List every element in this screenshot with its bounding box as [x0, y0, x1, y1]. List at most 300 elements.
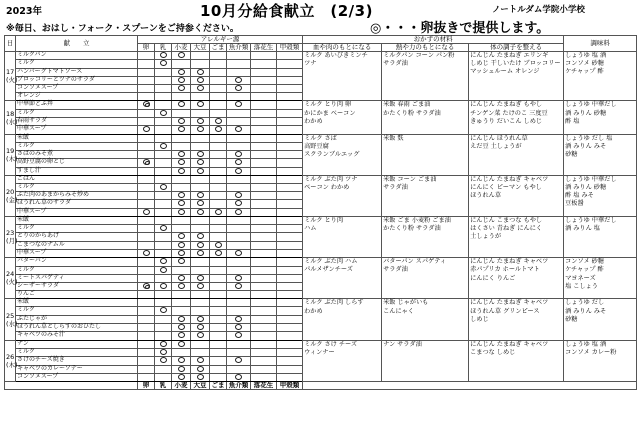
allergen-cell [155, 217, 172, 225]
allergen-cell [155, 134, 172, 142]
allergen-mark-icon [197, 77, 204, 83]
allergen-cell [172, 299, 191, 307]
allergen-cell [251, 200, 277, 208]
menu-item: キャベツのみそ汁 [16, 332, 138, 340]
menu-item: 中華スープ [16, 126, 138, 134]
allergen-cell [138, 283, 155, 291]
allergen-cell [155, 200, 172, 208]
allergen-cell [191, 266, 210, 274]
allergen-cell [251, 85, 277, 93]
allergen-cell [277, 101, 303, 109]
allergen-footer: 魚介類 [227, 382, 251, 390]
allergen-cell [138, 241, 155, 249]
seasoning-cell: しょうゆ 中華だし 酒 みりん 砂糖 酢 塩 [564, 101, 637, 134]
allergen-cell [210, 291, 227, 299]
allergen-mark-icon [235, 168, 242, 174]
menu-item: コンソメスープ [16, 85, 138, 93]
allergen-cell [251, 118, 277, 126]
allergen-cell [251, 192, 277, 200]
allergen-cell [277, 357, 303, 365]
allergen-cell [155, 291, 172, 299]
allergen-mark-icon [178, 316, 185, 322]
allergen-header: ごま [211, 43, 225, 52]
allergen-mark-icon [178, 126, 185, 132]
allergen-cell [138, 142, 155, 150]
allergen-cell [277, 85, 303, 93]
allergen-mark-icon [160, 52, 167, 58]
allergen-cell [210, 159, 227, 167]
allergen-cell [191, 283, 210, 291]
condition-cell: にんじん こまつな もやし はくさい 青ねぎ にんにく 土しょうが [469, 217, 564, 258]
table-row [5, 134, 637, 142]
heat-cell: 米飯 ごま 小麦粉 ごま油 かたくり粉 サラダ油 [382, 217, 469, 258]
allergen-cell [191, 68, 210, 76]
blood-cell: ミルク ぶた肉 しらす わかめ [303, 299, 382, 340]
allergen-cell [277, 283, 303, 291]
allergen-cell [172, 192, 191, 200]
allergen-cell [191, 192, 210, 200]
allergen-cell [172, 76, 191, 84]
allergen-cell [277, 233, 303, 241]
allergen-cell [251, 307, 277, 315]
allergen-cell [138, 348, 155, 356]
allergen-mark-icon [178, 357, 185, 363]
allergen-mark-icon [235, 250, 242, 256]
allergen-cell [210, 258, 227, 266]
allergen-cell [191, 315, 210, 323]
allergen-cell [210, 324, 227, 332]
table-row [5, 217, 637, 225]
allergen-mark-icon [235, 316, 242, 322]
allergen-cell [138, 101, 155, 109]
allergen-mark-icon [160, 110, 167, 116]
allergen-cell [210, 118, 227, 126]
allergen-cell [210, 357, 227, 365]
allergen-footer: 落花生 [251, 382, 277, 390]
allergen-cell [251, 109, 277, 117]
allergen-cell [191, 225, 210, 233]
allergen-cell [138, 183, 155, 191]
allergen-cell [172, 315, 191, 323]
allergen-mark-icon [178, 250, 185, 256]
allergen-cell [155, 324, 172, 332]
seasoning-cell: しょうゆ 中華だし 酒 みりん 塩 [564, 217, 637, 258]
menu-item: 米飯 [16, 134, 138, 142]
allergen-cell [155, 241, 172, 249]
allergen-cell [155, 249, 172, 257]
allergen-mark-icon [235, 275, 242, 281]
allergen-footer: 甲殻類 [277, 382, 303, 390]
menu-item: ミルク [16, 109, 138, 117]
ingredients-group-header: おかずの材料 [303, 36, 564, 44]
allergen-mark-icon [197, 126, 204, 132]
allergen-mark-icon [178, 77, 185, 83]
allergen-cell [172, 126, 191, 134]
allergen-cell [210, 348, 227, 356]
allergen-cell [227, 340, 251, 348]
allergen-cell [155, 118, 172, 126]
allergen-mark-icon [178, 192, 185, 198]
heat-cell: ナン サラダ油 [382, 340, 469, 381]
menu-body [5, 52, 637, 382]
allergen-cell [277, 142, 303, 150]
allergen-cell [172, 332, 191, 340]
allergen-mark-icon [178, 341, 185, 347]
allergen-cell [191, 85, 210, 93]
allergen-cell [191, 126, 210, 134]
menu-item: オレンジ [16, 93, 138, 101]
allergen-cell [251, 283, 277, 291]
allergen-mark-icon [235, 101, 242, 107]
menu-item: ミルクパン [16, 52, 138, 60]
allergen-cell [227, 315, 251, 323]
menu-item: ミルク [16, 142, 138, 150]
allergen-cell [251, 142, 277, 150]
allergen-mark-icon [178, 332, 185, 338]
allergen-cell [191, 332, 210, 340]
blood-cell: ミルク あいびきミンチ ツナ [303, 52, 382, 101]
allergen-cell [155, 192, 172, 200]
allergen-footer: 卵 [138, 382, 155, 390]
allergen-cell [277, 192, 303, 200]
allergen-cell [210, 365, 227, 373]
allergen-cell [227, 167, 251, 175]
allergen-cell [172, 258, 191, 266]
allergen-cell [277, 241, 303, 249]
allergen-mark-icon [235, 357, 242, 363]
allergen-mark-icon [235, 85, 242, 91]
allergen-cell [227, 217, 251, 225]
allergen-cell [138, 126, 155, 134]
allergen-cell [210, 167, 227, 175]
allergen-mark-icon [197, 168, 204, 174]
egg-free-mark-icon [143, 101, 150, 107]
allergen-cell [138, 225, 155, 233]
allergen-cell [155, 340, 172, 348]
allergen-cell [191, 93, 210, 101]
day-cell: 24 (火) [5, 258, 16, 299]
allergen-cell [227, 93, 251, 101]
allergen-cell [227, 348, 251, 356]
menu-item: ぶた肉のあまからみそ炒め [16, 192, 138, 200]
allergen-cell [251, 93, 277, 101]
allergen-cell [227, 365, 251, 373]
allergen-mark-icon [197, 192, 204, 198]
allergen-cell [251, 233, 277, 241]
allergen-cell [191, 183, 210, 191]
allergen-mark-icon [235, 126, 242, 132]
allergen-mark-icon [178, 258, 185, 264]
allergen-cell [155, 76, 172, 84]
heat-cell: 米飯 じゃがいも こんにゃく [382, 299, 469, 340]
allergen-cell [191, 118, 210, 126]
allergen-mark-icon [197, 151, 204, 157]
allergen-mark-icon [215, 209, 222, 215]
allergen-cell [210, 175, 227, 183]
allergen-cell [138, 249, 155, 257]
allergen-cell [172, 340, 191, 348]
blood-header: 血や肉のもとになる [303, 44, 382, 52]
seasoning-cell: しょうゆ だし 酒 みりん みそ 砂糖 [564, 299, 637, 340]
menu-item: さけのチーズ焼き [16, 357, 138, 365]
allergen-cell [277, 150, 303, 158]
year-label: 2023年 [6, 6, 42, 17]
allergen-cell [172, 274, 191, 282]
allergen-cell [155, 299, 172, 307]
menu-item: コンソメスープ [16, 373, 138, 381]
allergen-mark-icon [178, 118, 185, 124]
table-row [5, 52, 637, 60]
allergen-cell [191, 348, 210, 356]
allergen-cell [191, 324, 210, 332]
seasoning-cell: しょうゆ 塩 酒 コンソメ 砂糖 ケチャップ 酢 [564, 52, 637, 101]
table-row [5, 258, 637, 266]
blood-cell: ミルク さけ チーズ ウィンナー [303, 340, 382, 381]
allergen-cell [210, 68, 227, 76]
blood-cell: ミルク ぶた肉 ツナ ベーコン わかめ [303, 175, 382, 216]
allergen-cell [155, 348, 172, 356]
allergen-mark-icon [197, 233, 204, 239]
allergen-cell [277, 68, 303, 76]
allergen-cell [227, 68, 251, 76]
allergen-cell [172, 266, 191, 274]
allergen-cell [251, 365, 277, 373]
allergen-cell [138, 134, 155, 142]
allergen-cell [138, 76, 155, 84]
allergen-cell [227, 274, 251, 282]
table-row [5, 340, 637, 348]
allergen-cell [227, 175, 251, 183]
heat-cell: 米飯 春雨 ごま油 かたくり粉 サラダ油 [382, 101, 469, 134]
allergen-cell [172, 142, 191, 150]
allergen-cell [227, 208, 251, 216]
allergen-cell [172, 175, 191, 183]
menu-item: ミルク [16, 60, 138, 68]
allergen-header: 魚介類 [227, 44, 251, 52]
allergen-cell [277, 159, 303, 167]
allergen-cell [210, 192, 227, 200]
allergen-cell [155, 150, 172, 158]
allergen-cell [138, 85, 155, 93]
school-name: ノートルダム学院小学校 [492, 5, 585, 15]
allergen-cell [155, 258, 172, 266]
allergen-cell [172, 291, 191, 299]
allergen-cell [227, 118, 251, 126]
allergen-cell [251, 183, 277, 191]
allergen-cell [227, 52, 251, 60]
allergen-cell [251, 357, 277, 365]
allergen-cell [138, 150, 155, 158]
allergen-cell [277, 60, 303, 68]
menu-item: ミートスパゲティ [16, 274, 138, 282]
allergen-cell [210, 241, 227, 249]
allergen-cell [191, 101, 210, 109]
allergen-cell [210, 85, 227, 93]
allergen-cell [210, 93, 227, 101]
blood-cell: ミルク ぶた肉 ハム パルメザンチーズ [303, 258, 382, 299]
allergen-cell [155, 167, 172, 175]
allergen-cell [227, 332, 251, 340]
allergen-cell [251, 299, 277, 307]
allergen-mark-icon [235, 77, 242, 83]
allergen-cell [227, 60, 251, 68]
menu-item: ミルク [16, 225, 138, 233]
allergen-cell [227, 225, 251, 233]
allergen-header: 乳 [155, 44, 172, 52]
allergen-mark-icon [160, 341, 167, 347]
allergen-cell [227, 249, 251, 257]
allergen-cell [191, 150, 210, 158]
allergen-cell [227, 159, 251, 167]
allergen-cell [138, 208, 155, 216]
allergen-cell [227, 307, 251, 315]
allergen-cell [172, 93, 191, 101]
allergen-cell [251, 150, 277, 158]
footer-spacer [5, 382, 138, 390]
allergen-mark-icon [178, 324, 185, 330]
menu-table [4, 35, 637, 390]
menu-item: ミルク [16, 348, 138, 356]
allergen-cell [172, 200, 191, 208]
allergen-cell [210, 60, 227, 68]
condition-header: 体の調子を整える [469, 44, 564, 52]
allergen-cell [227, 266, 251, 274]
allergen-cell [191, 307, 210, 315]
allergen-mark-icon [235, 283, 242, 289]
allergen-cell [138, 109, 155, 117]
allergen-cell [227, 299, 251, 307]
allergen-mark-icon [235, 192, 242, 198]
menu-item: りんご [16, 291, 138, 299]
allergen-cell [155, 183, 172, 191]
allergen-cell [227, 126, 251, 134]
allergen-cell [172, 60, 191, 68]
allergen-cell [277, 200, 303, 208]
allergen-mark-icon [178, 85, 185, 91]
allergen-cell [155, 175, 172, 183]
allergen-cell [172, 159, 191, 167]
allergen-cell [138, 159, 155, 167]
allergen-cell [251, 225, 277, 233]
allergen-cell [251, 159, 277, 167]
condition-cell: にんじん たまねぎ もやし チンゲン菜 たけのこ 三度豆 きゅうり だいこん しめじ [469, 101, 564, 134]
allergen-cell [138, 118, 155, 126]
heat-cell: 米飯 コーン ごま油 サラダ油 [382, 175, 469, 216]
allergen-mark-icon [160, 60, 167, 66]
allergen-cell [210, 266, 227, 274]
allergen-cell [227, 109, 251, 117]
allergen-cell [138, 217, 155, 225]
allergen-cell [155, 68, 172, 76]
allergen-mark-icon [215, 126, 222, 132]
allergen-cell [138, 68, 155, 76]
allergen-cell [251, 324, 277, 332]
allergen-cell [172, 348, 191, 356]
allergen-cell [227, 357, 251, 365]
allergen-cell [277, 315, 303, 323]
allergen-mark-icon [197, 118, 204, 124]
allergen-cell [251, 315, 277, 323]
allergen-mark-icon [160, 267, 167, 273]
condition-cell: にんじん ほうれん草 えだ豆 土しょうが [469, 134, 564, 175]
allergen-cell [277, 258, 303, 266]
allergen-cell [227, 142, 251, 150]
allergen-cell [210, 332, 227, 340]
allergen-cell [210, 299, 227, 307]
allergen-cell [277, 324, 303, 332]
allergen-cell [172, 68, 191, 76]
allergen-cell [277, 118, 303, 126]
menu-item: すまし汁 [16, 167, 138, 175]
menu-item: シーザーサラダ [16, 283, 138, 291]
allergen-cell [155, 142, 172, 150]
allergen-cell [191, 365, 210, 373]
allergen-mark-icon [160, 357, 167, 363]
allergen-cell [277, 225, 303, 233]
allergen-cell [210, 101, 227, 109]
seasoning-cell: しょうゆ 塩 酒 コンソメ カレー粉 [564, 340, 637, 381]
allergen-mark-icon [178, 168, 185, 174]
menu-item: ぶたじゃが [16, 315, 138, 323]
menu-header: 献 立 [16, 36, 138, 52]
allergen-cell [191, 233, 210, 241]
allergen-mark-icon [235, 151, 242, 157]
day-cell: 25 (水) [5, 299, 16, 340]
day-cell: 18 (水) [5, 101, 16, 134]
allergen-cell [155, 233, 172, 241]
allergen-mark-icon [197, 250, 204, 256]
allergen-cell [277, 274, 303, 282]
allergen-cell [251, 167, 277, 175]
allergen-cell [210, 225, 227, 233]
allergen-header: 甲殻類 [277, 44, 303, 52]
allergen-cell [172, 150, 191, 158]
allergen-cell [138, 340, 155, 348]
allergen-footer: 大豆 [191, 382, 210, 390]
allergen-cell [191, 200, 210, 208]
allergen-mark-icon [178, 52, 185, 58]
menu-item: ミルク [16, 266, 138, 274]
allergen-header: 小麦 [172, 44, 191, 52]
day-header: 日 [5, 36, 16, 52]
allergen-mark-icon [197, 283, 204, 289]
allergen-cell [172, 249, 191, 257]
allergen-cell [172, 85, 191, 93]
allergen-cell [251, 258, 277, 266]
allergen-cell [227, 258, 251, 266]
footer-spacer-right [303, 382, 637, 390]
allergen-cell [172, 241, 191, 249]
allergen-cell [251, 340, 277, 348]
allergen-cell [155, 159, 172, 167]
allergen-cell [251, 217, 277, 225]
allergen-cell [251, 76, 277, 84]
allergen-cell [191, 159, 210, 167]
allergen-cell [227, 134, 251, 142]
menu-item: 米飯 [16, 299, 138, 307]
allergen-mark-icon [178, 151, 185, 157]
allergen-cell [251, 208, 277, 216]
allergen-cell [210, 208, 227, 216]
allergen-cell [155, 101, 172, 109]
allergen-mark-icon [178, 275, 185, 281]
allergen-mark-icon [160, 307, 167, 313]
allergen-cell [172, 109, 191, 117]
allergen-mark-icon [215, 242, 222, 248]
page-header [0, 0, 640, 38]
allergen-cell [277, 217, 303, 225]
allergen-cell [138, 93, 155, 101]
